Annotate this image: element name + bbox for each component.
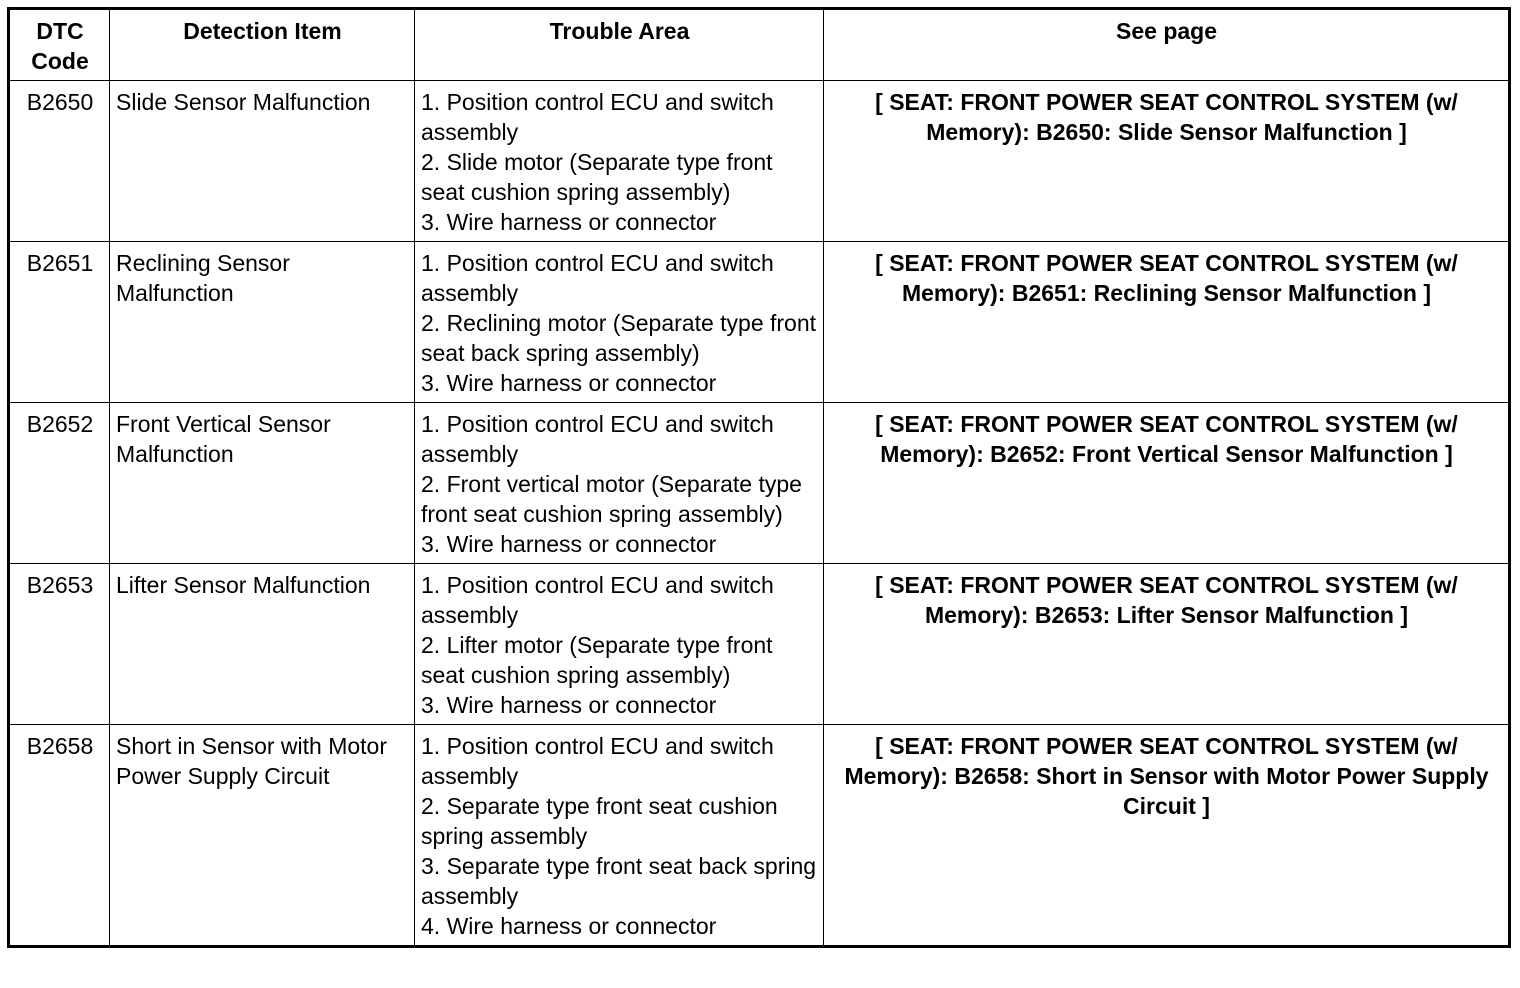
table-row (9, 725, 1510, 947)
dtc-code-cell: B2651 (9, 242, 110, 403)
trouble-area-line: 3. Wire harness or connector (421, 692, 717, 718)
trouble-area-cell (415, 403, 824, 564)
trouble-area-cell (415, 725, 824, 947)
trouble-area-line: 3. Wire harness or connector (421, 370, 717, 396)
trouble-area-line: 1. Position control ECU and switch assembly (421, 89, 774, 145)
see-page-link[interactable]: [ SEAT: FRONT POWER SEAT CONTROL SYSTEM (w/ Memory): B2650: Slide Sensor Malfunction ] (824, 81, 1510, 242)
trouble-area-line: 2. Reclining motor (Separate type front seat back spring assembly) (421, 310, 817, 366)
detection-item-cell: Slide Sensor Malfunction (110, 81, 415, 242)
trouble-area-line: 3. Separate type front seat back spring assembly (421, 853, 817, 909)
detection-item-cell: Lifter Sensor Malfunction (110, 564, 415, 725)
header-row (9, 9, 1510, 81)
trouble-area-line: 2. Slide motor (Separate type front seat cushion spring assembly) (421, 149, 773, 205)
trouble-area-line: 3. Wire harness or connector (421, 209, 717, 235)
detection-item-cell: Short in Sensor with Motor Power Supply Circuit (110, 725, 415, 947)
see-page-link[interactable]: [ SEAT: FRONT POWER SEAT CONTROL SYSTEM (w/ Memory): B2658: Short in Sensor with Motor Power Supply Circuit ] (824, 725, 1510, 947)
see-page-link[interactable]: [ SEAT: FRONT POWER SEAT CONTROL SYSTEM (w/ Memory): B2652: Front Vertical Sensor Malfunction ] (824, 403, 1510, 564)
detection-item-cell: Reclining Sensor Malfunction (110, 242, 415, 403)
header-dtc-code: DTC Code (9, 9, 110, 81)
table-row (9, 242, 1510, 403)
trouble-area-line: 2. Front vertical motor (Separate type front seat cushion spring assembly) (421, 471, 802, 527)
trouble-area-cell (415, 564, 824, 725)
trouble-area-line: 1. Position control ECU and switch assembly (421, 733, 774, 789)
dtc-code-cell: B2653 (9, 564, 110, 725)
trouble-area-line: 1. Position control ECU and switch assembly (421, 411, 774, 467)
dtc-code-cell: B2652 (9, 403, 110, 564)
dtc-code-cell: B2658 (9, 725, 110, 947)
header-see-page: See page (824, 9, 1510, 81)
see-page-link[interactable]: [ SEAT: FRONT POWER SEAT CONTROL SYSTEM (w/ Memory): B2651: Reclining Sensor Malfunction ] (824, 242, 1510, 403)
trouble-area-line: 2. Lifter motor (Separate type front seat cushion spring assembly) (421, 632, 773, 688)
header-trouble-area: Trouble Area (415, 9, 824, 81)
trouble-area-cell (415, 242, 824, 403)
see-page-link[interactable]: [ SEAT: FRONT POWER SEAT CONTROL SYSTEM (w/ Memory): B2653: Lifter Sensor Malfunction ] (824, 564, 1510, 725)
detection-item-cell: Front Vertical Sensor Malfunction (110, 403, 415, 564)
trouble-area-line: 2. Separate type front seat cushion spring assembly (421, 793, 778, 849)
dtc-table (7, 7, 1511, 948)
table-row (9, 564, 1510, 725)
trouble-area-cell (415, 81, 824, 242)
trouble-area-line: 1. Position control ECU and switch assembly (421, 250, 774, 306)
trouble-area-line: 4. Wire harness or connector (421, 913, 717, 939)
trouble-area-line: 1. Position control ECU and switch assembly (421, 572, 774, 628)
dtc-code-cell: B2650 (9, 81, 110, 242)
table-row (9, 403, 1510, 564)
header-detection-item: Detection Item (110, 9, 415, 81)
table-row (9, 81, 1510, 242)
trouble-area-line: 3. Wire harness or connector (421, 531, 717, 557)
